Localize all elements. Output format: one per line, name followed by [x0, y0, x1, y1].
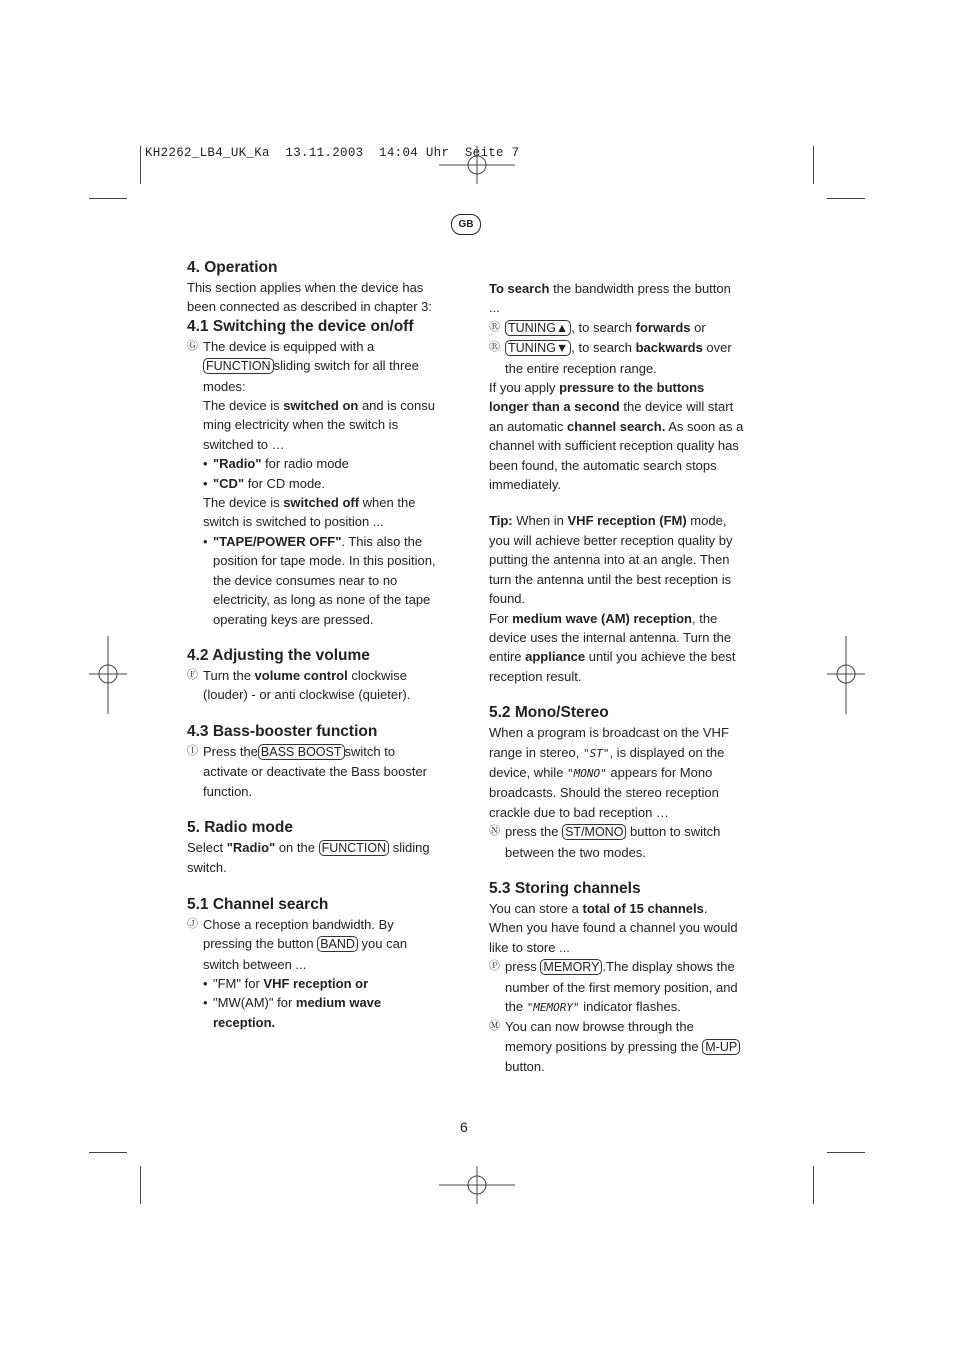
registration-mark-right [827, 636, 865, 714]
crop-mark [140, 146, 141, 184]
auto-search-text: If you apply pressure to the buttons longer than a second the device will start an automatic channel search. As soon as a channel with sufficient reception quality has been found, the automatic search stops immediately. [489, 380, 744, 493]
tuning-down-button-label: TUNING▼ [505, 340, 571, 356]
list-item: • "TAPE/POWER OFF". This also the position for tape mode. In this position, the device consumes near to no electricity, as long as none of the tape operating keys are pressed. [187, 532, 442, 629]
heading-storing: 5.3 Storing channels [489, 879, 641, 897]
heading-switching: 4.1 Switching the device on/off [187, 317, 414, 335]
crop-mark [813, 1166, 814, 1204]
step-marker: Ⓖ [187, 339, 198, 352]
bass-step: Ⓘ Press the BASS BOOST switch to activate or deactivate the Bass booster function. [187, 743, 428, 799]
st-mono-button-label: ST/MONO [562, 824, 626, 840]
tuning-down-step: Ⓡ TUNING▼ , to search backwards over the entire reception range. [489, 340, 732, 376]
store-text: You can store a total of 15 channels. When you have found a channel you would like to store ... [489, 900, 738, 955]
am-text: For medium wave (AM) reception, the device uses the internal antenna. Turn the entire appliance until you achieve the best reception result. [489, 610, 736, 684]
lcd-memory: "MEMORY" [526, 1001, 580, 1014]
registration-mark-bottom [437, 1166, 517, 1204]
crop-mark [89, 1152, 127, 1153]
operation-text: This section applies when the device has been connected as described in chapter 3: [187, 280, 433, 315]
tuning-up-step: Ⓡ TUNING▲ , to search forwards or [489, 319, 706, 335]
country-badge: GB [451, 214, 481, 235]
volume-step: Ⓕ Turn the volume control clockwise (louder) - or anti clockwise (quieter). [187, 667, 411, 703]
search-text: To search the bandwidth press the button ... [489, 281, 731, 316]
heading-bass: 4.3 Bass-booster function [187, 722, 378, 740]
lcd-st: "ST" [582, 746, 610, 760]
crop-mark [813, 146, 814, 184]
crop-mark [89, 198, 127, 199]
heading-radio: 5. Radio mode [187, 818, 293, 836]
lcd-mono: "MONO" [567, 766, 607, 780]
mono-step: Ⓝ press the ST/MONO button to switch between the two modes. [489, 824, 721, 860]
band-button-label: BAND [317, 936, 358, 952]
mono-text: When a program is broadcast on the VHF range in stereo, "ST", is displayed on the device, while "MONO" appears for Mono broadcasts. Should the stereo reception crackle due to bad reception … [489, 725, 729, 820]
right-column [489, 279, 744, 1077]
memory-step: Ⓟ press MEMORY .The display shows the number of the first memory position, and the "MEMORY" indicator flashes. [489, 959, 738, 1014]
crop-mark [827, 1152, 865, 1153]
tip-text: Tip: When in VHF reception (FM) mode, you will achieve better reception quality by putting the antenna into at an angle. Then turn the antenna until the best reception is found. [489, 513, 733, 607]
switching-off-text: The device is switched off when the switch is switched to position ... [203, 495, 416, 530]
function-button-label: FUNCTION [319, 840, 390, 856]
print-header: KH2262_LB4_UK_Ka 13.11.2003 14:04 Uhr Seite 7 [145, 146, 520, 160]
m-up-step: Ⓜ You can now browse through the memory positions by pressing the M-UP button. [489, 1017, 744, 1076]
left-column [187, 258, 442, 1032]
page-number: 6 [460, 1119, 468, 1135]
heading-channel: 5.1 Channel search [187, 895, 329, 913]
crop-mark [140, 1166, 141, 1204]
registration-mark-top [437, 146, 517, 184]
radio-text: Select "Radio" on the FUNCTION sliding switch. [187, 839, 430, 876]
m-up-button-label: M-UP [702, 1039, 740, 1055]
memory-button-label: MEMORY [540, 959, 602, 975]
list-item: • "MW(AM)" for medium wave reception. [187, 993, 442, 1032]
list-item: • "FM" for VHF reception or [187, 974, 442, 993]
heading-mono-stereo: 5.2 Mono/Stereo [489, 704, 609, 722]
switching-step: Ⓖ The device is equipped with a FUNCTION sliding switch for all three modes: The device is switched on and is consu ming electricity when the switch is switched to … [187, 338, 435, 452]
bass-boost-button-label: BASS BOOST [258, 744, 345, 760]
tuning-up-button-label: TUNING▲ [505, 320, 571, 336]
function-button-label: FUNCTION [203, 358, 274, 374]
heading-operation: 4. Operation [187, 259, 278, 276]
list-item: • "CD" for CD mode. [187, 474, 442, 493]
list-item: • "Radio" for radio mode [187, 454, 442, 473]
crop-mark [827, 198, 865, 199]
heading-volume: 4.2 Adjusting the volume [187, 646, 370, 664]
channel-step: Ⓙ Chose a reception bandwidth. By pressing the button BAND you can switch between ... [187, 916, 408, 972]
registration-mark-left [89, 636, 127, 714]
